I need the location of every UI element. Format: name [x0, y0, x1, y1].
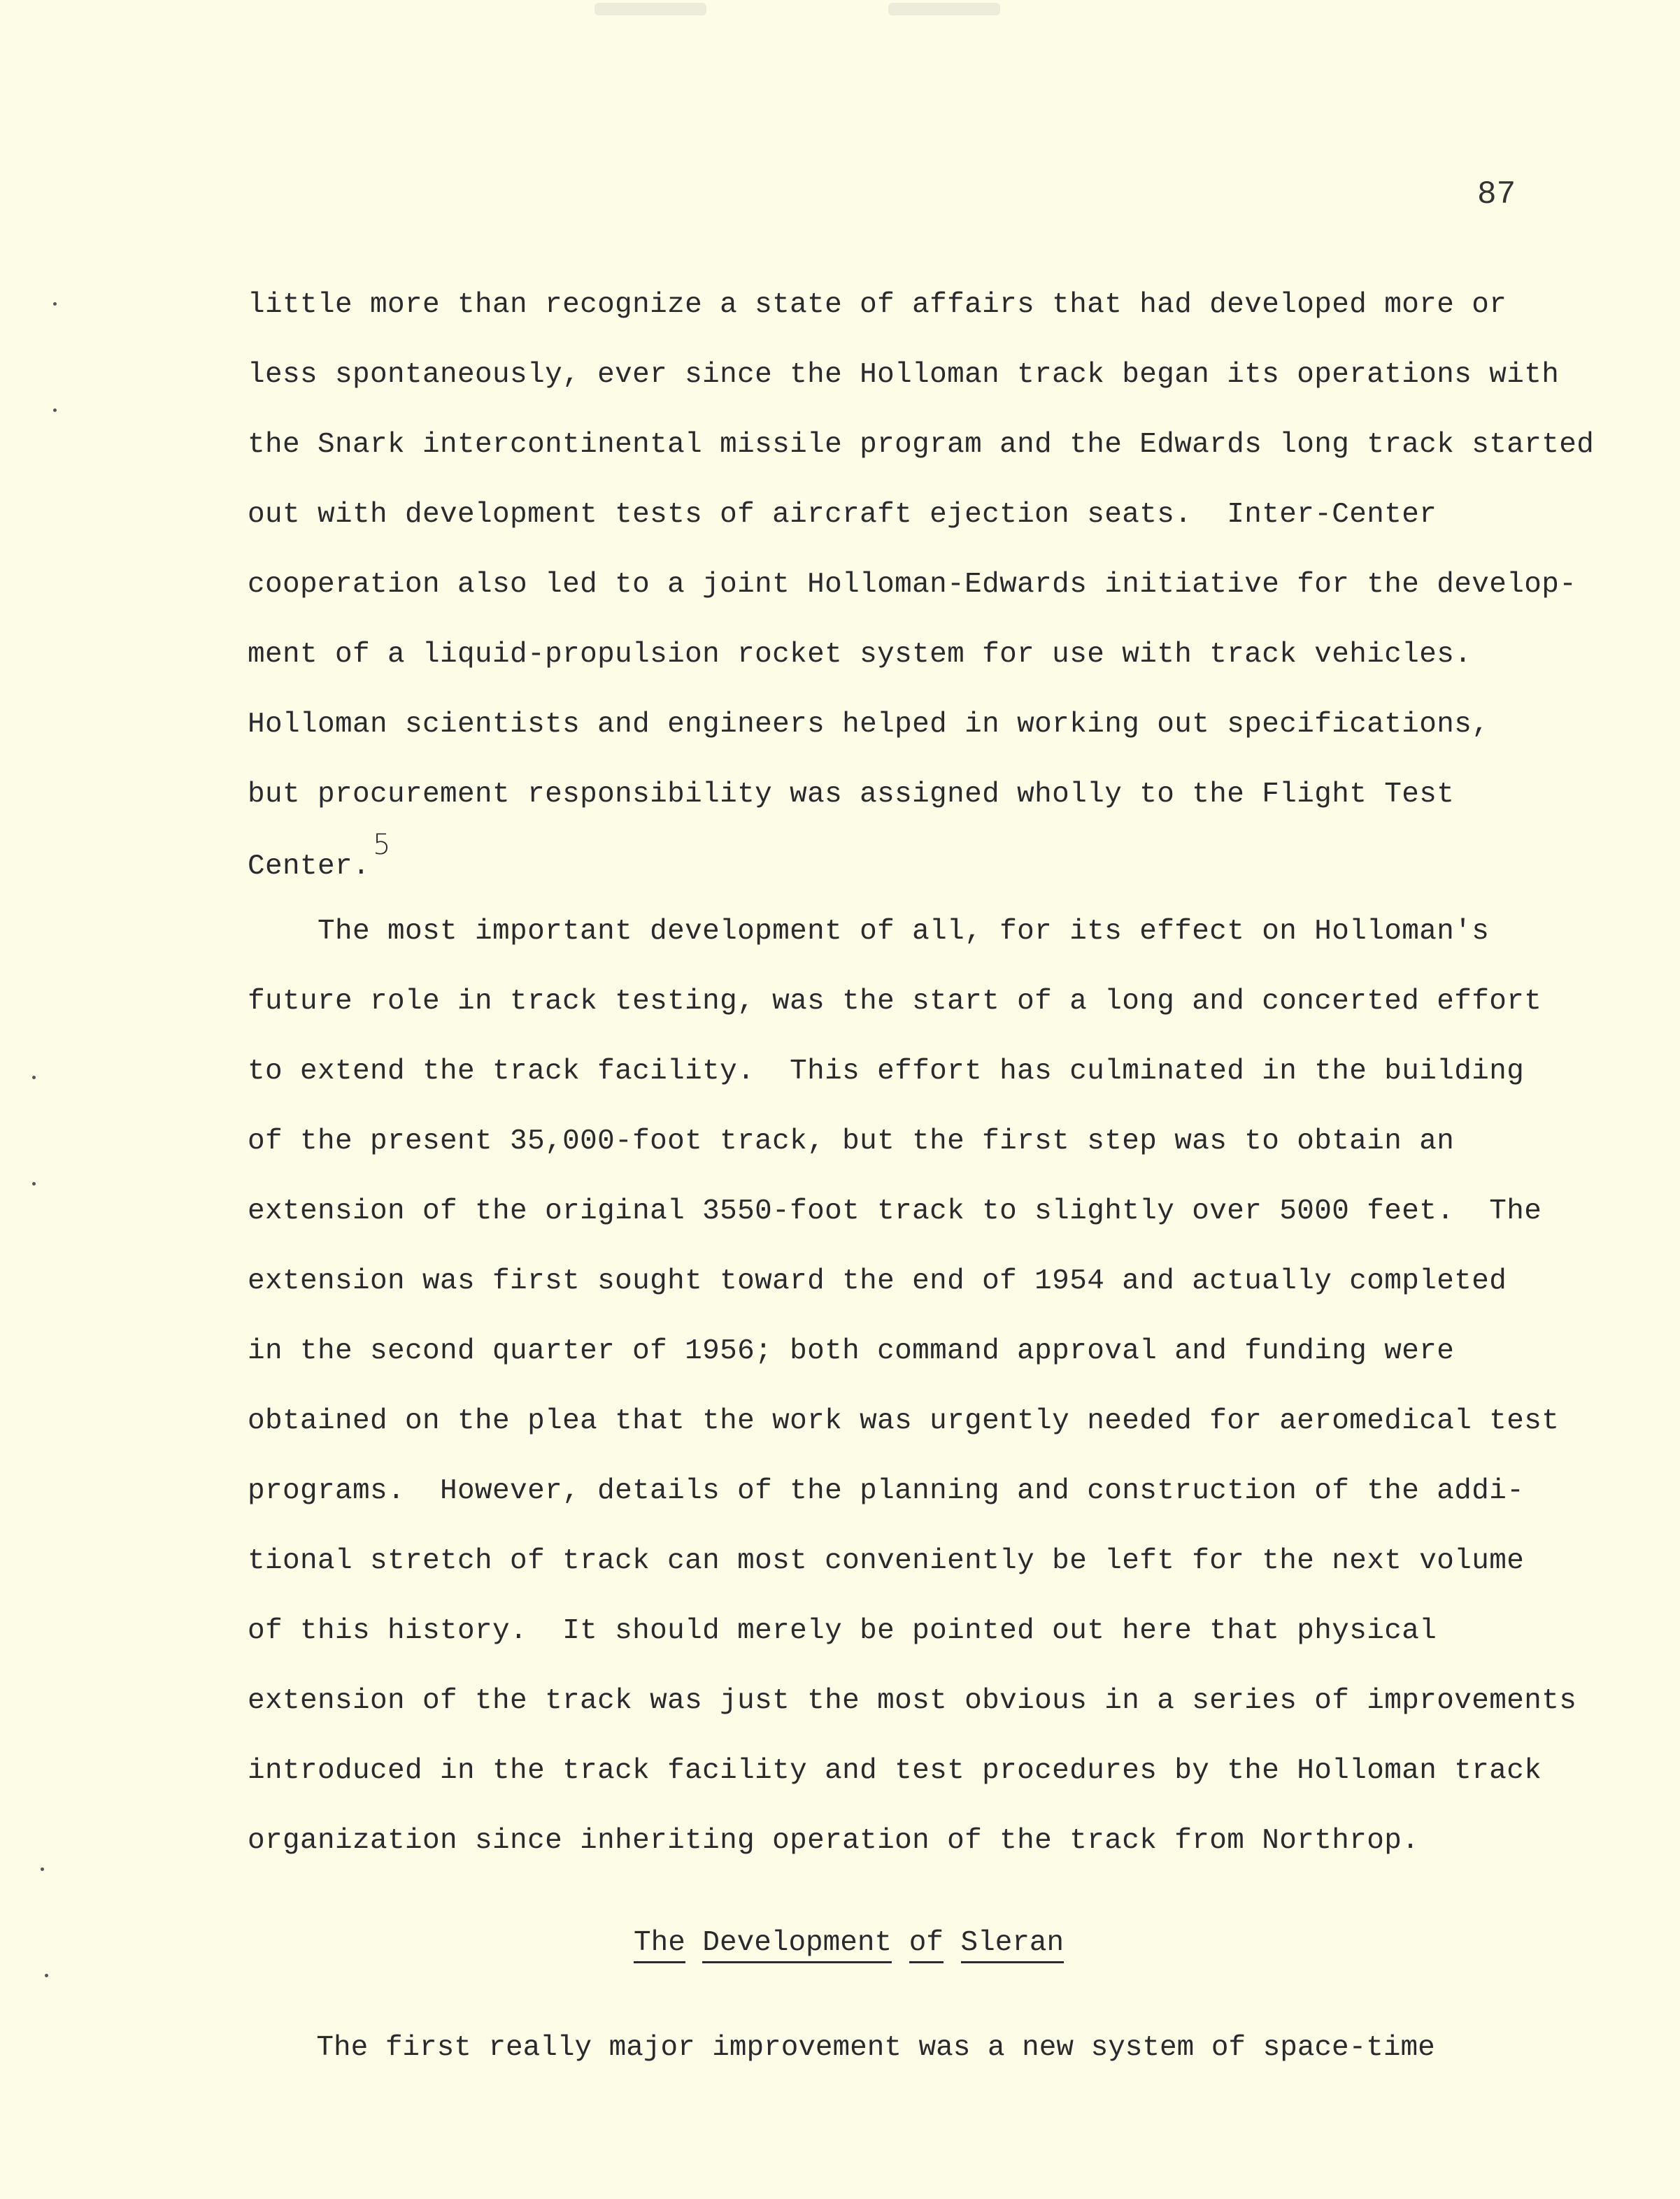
text-line: less spontaneously, ever since the Holloman track began its operations with — [248, 359, 1560, 391]
margin-mark — [53, 408, 57, 412]
text-line: future role in track testing, was the start of a long and concerted effort — [248, 985, 1542, 1018]
text-line: extension was first sought toward the end of 1954 and actually completed — [248, 1265, 1507, 1297]
text-line: of the present 35,000-foot track, but the first step was to obtain an — [248, 1125, 1455, 1158]
text-line: tional stretch of track can most conveniently be left for the next volume — [248, 1545, 1525, 1577]
heading-word: Sleran — [961, 1926, 1065, 1963]
text-line: The most important development of all, for its effect on Holloman's — [248, 916, 1490, 948]
text-line: introduced in the track facility and test procedures by the Holloman track — [248, 1755, 1542, 1787]
margin-mark — [32, 1182, 36, 1186]
text-line: in the second quarter of 1956; both command approval and funding were — [248, 1335, 1455, 1367]
text-line: to extend the track facility. This effort has culminated in the building — [248, 1055, 1525, 1088]
text-line: of this history. It should merely be pointed out here that physical — [248, 1615, 1437, 1647]
page-number: 87 — [1477, 176, 1516, 213]
scan-smudge — [888, 3, 1000, 15]
section-heading — [634, 1915, 1064, 1971]
heading-word: of — [909, 1926, 944, 1963]
text-line-last — [248, 830, 1594, 899]
text-line: ment of a liquid-propulsion rocket system for use with track vehicles. — [248, 639, 1472, 671]
footnote-reference: 5 — [373, 829, 391, 861]
margin-mark — [41, 1867, 44, 1871]
text-line: Holloman scientists and engineers helped in working out specifications, — [248, 709, 1490, 741]
paragraph-1 — [248, 270, 1594, 899]
margin-mark — [45, 1974, 48, 1977]
text-line: out with development tests of aircraft ejection seats. Inter-Center — [248, 499, 1437, 531]
heading-word: Development — [702, 1926, 892, 1963]
text-line: but procurement responsibility was assigned wholly to the Flight Test — [248, 778, 1455, 811]
text-line: obtained on the plea that the work was urgently needed for aeromedical test — [248, 1405, 1560, 1437]
margin-mark — [32, 1076, 36, 1079]
text-line: cooperation also led to a joint Holloman-Edwards initiative for the develop- — [248, 569, 1577, 601]
heading-word: The — [634, 1926, 685, 1963]
text-line: organization since inheriting operation of the track from Northrop. — [248, 1825, 1420, 1857]
paragraph-3-first-line: The first really major improvement was a new system of space-time — [248, 2032, 1435, 2064]
text-line-content: Center. — [248, 851, 371, 883]
text-line: programs. However, details of the planning and construction of the addi- — [248, 1475, 1525, 1507]
text-line: little more than recognize a state of affairs that had developed more or — [248, 289, 1507, 321]
text-line: extension of the track was just the most obvious in a series of improvements — [248, 1685, 1577, 1717]
margin-mark — [53, 302, 57, 306]
text-line: extension of the original 3550-foot track to slightly over 5000 feet. The — [248, 1195, 1542, 1227]
text-line: the Snark intercontinental missile program and the Edwards long track started — [248, 429, 1595, 461]
paragraph-2 — [248, 897, 1576, 1876]
scan-smudge — [595, 3, 706, 15]
